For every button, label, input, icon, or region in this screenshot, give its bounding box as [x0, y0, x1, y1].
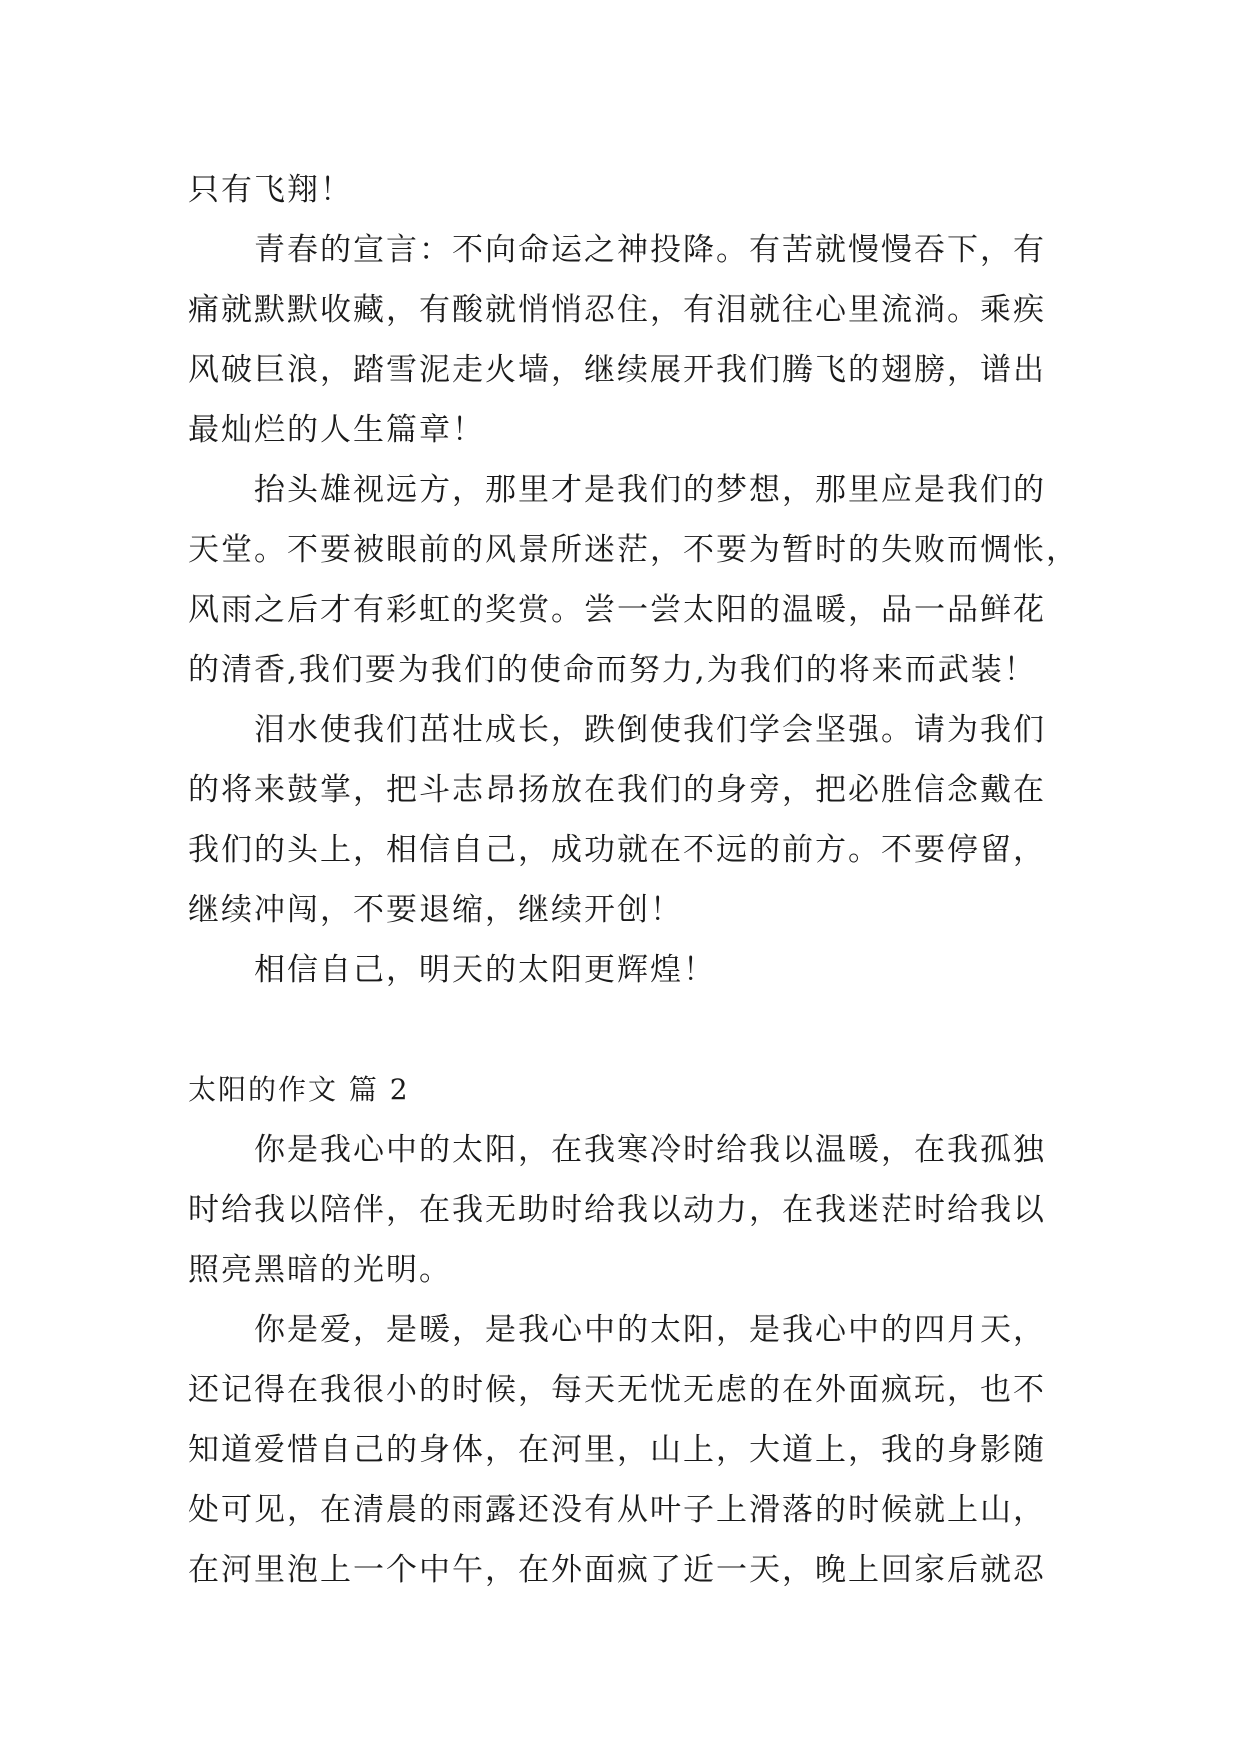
paragraph-start-line: 抬头雄视远方，那里才是我们的梦想，那里应是我们的	[254, 472, 1046, 508]
text-line: 时给我以陪伴，在我无助时给我以动力，在我迷茫时给我以	[188, 1192, 1046, 1228]
text-line: 痛就默默收藏，有酸就悄悄忍住，有泪就往心里流淌。乘疾	[188, 292, 1046, 328]
text-line: 最灿烂的人生篇章！	[188, 412, 485, 448]
text-line: 继续冲闯，不要退缩，继续开创！	[188, 892, 683, 928]
text-line: 我们的头上，相信自己，成功就在不远的前方。不要停留，	[188, 832, 1046, 868]
text-line: 风雨之后才有彩虹的奖赏。尝一尝太阳的温暖，品一品鲜花	[188, 592, 1046, 628]
section-title: 太阳的作文 篇 2	[188, 1073, 410, 1106]
paragraph-start-line: 泪水使我们茁壮成长，跌倒使我们学会坚强。请为我们	[254, 712, 1046, 748]
text-line: 天堂。不要被眼前的风景所迷茫，不要为暂时的失败而惆怅，	[188, 532, 1079, 568]
text-line: 风破巨浪，踏雪泥走火墙，继续展开我们腾飞的翅膀，谱出	[188, 352, 1046, 388]
text-line: 的清香,我们要为我们的使命而努力,为我们的将来而武装！	[188, 652, 1037, 688]
text-line: 知道爱惜自己的身体，在河里，山上，大道上，我的身影随	[188, 1432, 1046, 1468]
text-line: 的将来鼓掌，把斗志昂扬放在我们的身旁，把必胜信念戴在	[188, 772, 1046, 808]
text-line: 在河里泡上一个中午，在外面疯了近一天，晚上回家后就忍	[188, 1552, 1046, 1588]
paragraph-start-line: 你是我心中的太阳，在我寒冷时给我以温暖，在我孤独	[254, 1132, 1046, 1168]
text-line: 只有飞翔！	[188, 172, 353, 208]
text-line: 处可见，在清晨的雨露还没有从叶子上滑落的时候就上山，	[188, 1492, 1046, 1528]
paragraph-start-line: 相信自己，明天的太阳更辉煌！	[254, 952, 716, 988]
essay-body	[188, 160, 1079, 1600]
paragraph-start-line: 你是爱，是暖，是我心中的太阳，是我心中的四月天，	[254, 1312, 1046, 1348]
paragraph-start-line: 青春的宣言：不向命运之神投降。有苦就慢慢吞下，有	[254, 232, 1046, 268]
text-line: 还记得在我很小的时候，每天无忧无虑的在外面疯玩，也不	[188, 1372, 1046, 1408]
text-line: 照亮黑暗的光明。	[188, 1252, 452, 1288]
